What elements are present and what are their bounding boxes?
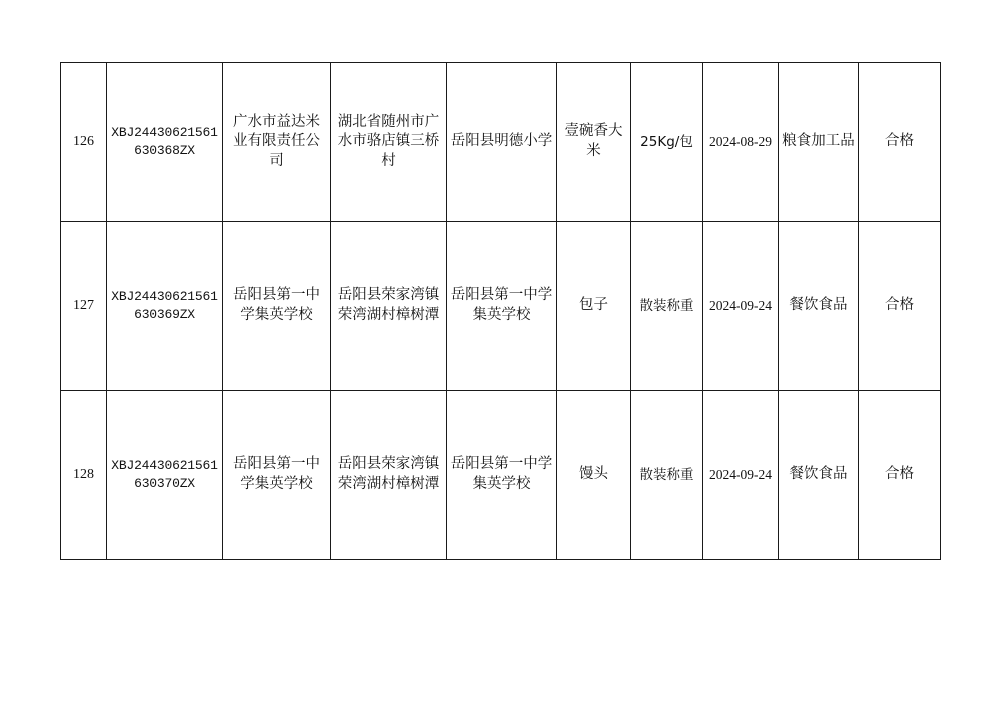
row-sampling-date: 2024-08-29 — [703, 63, 779, 222]
row-serial-number: 127 — [61, 222, 107, 391]
row-sampled-company: 岳阳县第一中学集英学校 — [223, 391, 331, 560]
row-food-name: 壹碗香大米 — [557, 63, 631, 222]
row-sampling-date: 2024-09-24 — [703, 391, 779, 560]
row-specification: 25Kg/包 — [631, 63, 703, 222]
row-company-address: 岳阳县荣家湾镇荣湾湖村樟树潭 — [331, 222, 447, 391]
row-sample-code: XBJ24430621561630368ZX — [107, 63, 223, 222]
row-sample-code: XBJ24430621561630370ZX — [107, 391, 223, 560]
row-sampled-company: 岳阳县第一中学集英学校 — [223, 222, 331, 391]
row-serial-number: 128 — [61, 391, 107, 560]
row-inspected-unit: 岳阳县明德小学 — [447, 63, 557, 222]
row-sample-code: XBJ24430621561630369ZX — [107, 222, 223, 391]
row-inspection-result: 合格 — [859, 63, 941, 222]
row-specification: 散装称重 — [631, 391, 703, 560]
row-serial-number: 126 — [61, 63, 107, 222]
table-row — [61, 222, 941, 391]
row-company-address: 岳阳县荣家湾镇荣湾湖村樟树潭 — [331, 391, 447, 560]
row-food-category: 粮食加工品 — [779, 63, 859, 222]
row-company-address: 湖北省随州市广水市骆店镇三桥村 — [331, 63, 447, 222]
row-food-category: 餐饮食品 — [779, 391, 859, 560]
row-sampling-date: 2024-09-24 — [703, 222, 779, 391]
row-inspection-result: 合格 — [859, 391, 941, 560]
row-inspection-result: 合格 — [859, 222, 941, 391]
row-food-name: 馒头 — [557, 391, 631, 560]
row-food-category: 餐饮食品 — [779, 222, 859, 391]
inspection-results-table-wrapper — [60, 62, 940, 560]
row-specification: 散装称重 — [631, 222, 703, 391]
inspection-results-table — [60, 62, 941, 560]
row-inspected-unit: 岳阳县第一中学集英学校 — [447, 222, 557, 391]
row-inspected-unit: 岳阳县第一中学集英学校 — [447, 391, 557, 560]
row-sampled-company: 广水市益达米业有限责任公司 — [223, 63, 331, 222]
row-food-name: 包子 — [557, 222, 631, 391]
table-row — [61, 63, 941, 222]
table-row — [61, 391, 941, 560]
